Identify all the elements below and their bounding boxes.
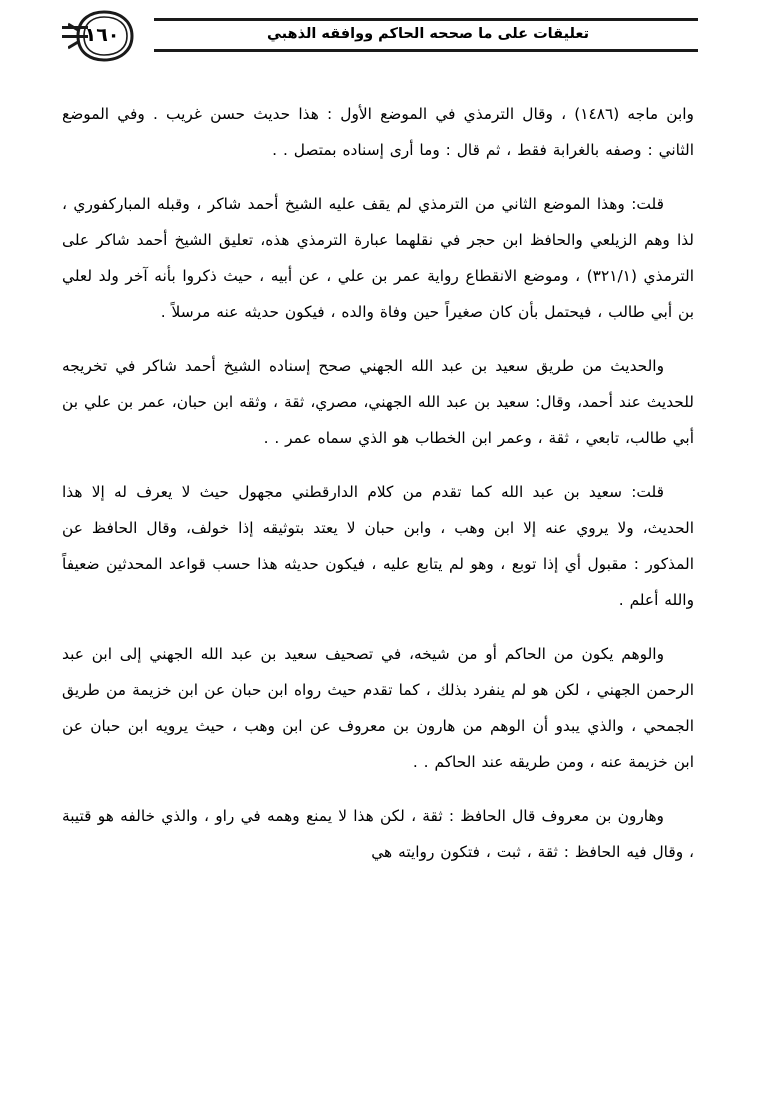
paragraph: والحديث من طريق سعيد بن عبد الله الجهني صحح إسناده الشيخ أحمد شاكر في تخريجه للحديث عند أحمد، وقال: سعيد بن عبد الله الجهني، مصري، ثقة ، وثقه ابن حبان، عمر بن علي بن أبي طالب، تابعي ، ثقة ، وعمر ابن الخطاب هو الذي سماه عمر . . bbox=[62, 357, 694, 447]
paragraph: قلت: وهذا الموضع الثاني من الترمذي لم يقف عليه الشيخ أحمد شاكر ، وقبله المباركفوري ، لذا وهم الزيلعي والحافظ ابن حجر في نقلهما عبارة الترمذي هذه، تعليق الشيخ أحمد شاكر على الترمذي (٣٢١/١) ، وموضع الانقطاع رواية عمر بن علي ، عن أبيه ، حيث ذكروا بأنه آخر ولد لعلي بن أبي طالب ، فيحتمل بأن كان صغيراً حين وفاة والده ، فيكون حديثه عنه مرسلاً . bbox=[62, 195, 694, 321]
page-header bbox=[62, 0, 698, 78]
page-number-badge bbox=[68, 8, 136, 64]
header-line-bottom bbox=[154, 49, 698, 52]
page-body bbox=[62, 96, 694, 870]
book-running-title: تعليقات على ما صححه الحاكم ووافقه الذهبي bbox=[266, 26, 590, 42]
header-band bbox=[96, 16, 698, 56]
page-number: ١٦٠ bbox=[84, 24, 120, 46]
paragraph: وهارون بن معروف قال الحافظ : ثقة ، لكن هذا لا يمنع وهمه في راو ، والذي خالفه هو قتيبة ، وقال فيه الحافظ : ثقة ، ثبت ، فتكون روايته هي bbox=[62, 807, 694, 861]
paragraph: والوهم يكون من الحاكم أو من شيخه، في تصحيف سعيد بن عبد الله الجهني إلى ابن عبد الرحمن الجهني ، لكن هو لم ينفرد بذلك ، كما تقدم حيث رواه ابن حبان عن ابن خزيمة من طريق الجمحي ، والذي يبدو أن الوهم من هارون بن معروف عن ابن وهب ، حيث يرويه ابن حبان عن ابن خزيمة عنه ، ومن طريقه عند الحاكم . . bbox=[62, 645, 694, 771]
paragraph: وابن ماجه (١٤٨٦) ، وقال الترمذي في الموضع الأول : هذا حديث حسن غريب . وفي الموضع الثاني : وصفه بالغرابة فقط ، ثم قال : وما أرى إسناده بمتصل . . bbox=[62, 105, 694, 159]
paragraph: قلت: سعيد بن عبد الله كما تقدم من كلام الدارقطني مجهول حيث لا يعرف له إلا هذا الحديث، ولا يروي عنه إلا ابن وهب ، وابن حبان لا يعتد بتوثيقه إذا خولف، وقال الحافظ عن المذكور : مقبول أي إذا توبع ، وهو لم يتابع عليه ، فيكون حديثه هذا حسب قواعد المحدثين ضعيفاً والله أعلم . bbox=[62, 483, 694, 609]
